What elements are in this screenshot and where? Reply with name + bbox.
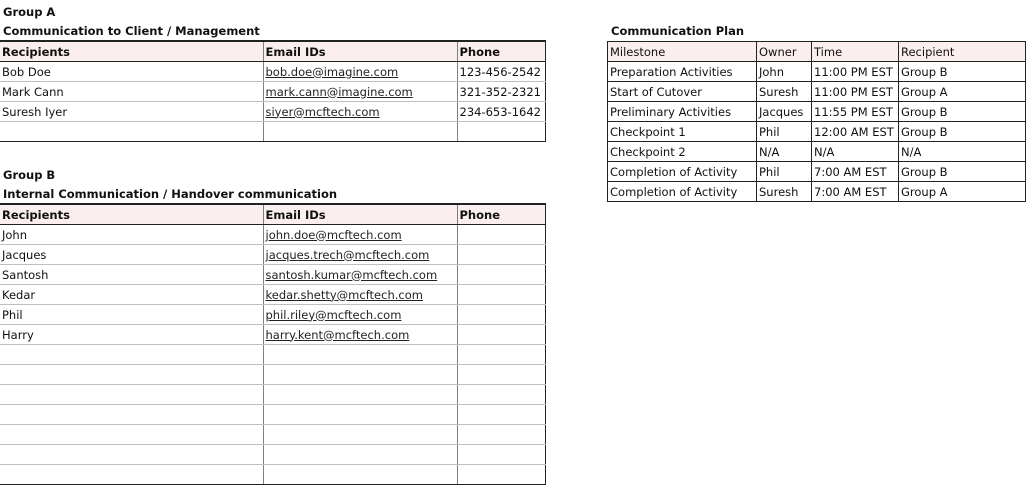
- table-row: [0, 102, 545, 122]
- table-cell: Completion of Activity: [608, 162, 757, 182]
- table-cell: Group B: [899, 122, 1026, 142]
- table-cell: 321-352-2321: [457, 82, 545, 102]
- table-row: [608, 102, 1026, 122]
- communication-plan-table: [607, 41, 1026, 202]
- table-cell: Bob Doe: [0, 62, 263, 82]
- group-b-table-body: [0, 204, 545, 485]
- table-cell: [0, 365, 263, 385]
- table-row: [608, 182, 1026, 202]
- email-link: [263, 405, 457, 425]
- table-row: [0, 62, 545, 82]
- group-a-subtitle: Communication to Client / Management: [3, 24, 260, 38]
- email-link[interactable]: phil.riley@mcftech.com: [263, 305, 457, 325]
- column-header: Milestone: [608, 42, 757, 62]
- table-cell: [0, 445, 263, 465]
- table-cell: Checkpoint 2: [608, 142, 757, 162]
- table-row: [608, 122, 1026, 142]
- table-cell: Mark Cann: [0, 82, 263, 102]
- table-row: [0, 305, 545, 325]
- table-cell: 11:00 PM EST: [812, 82, 899, 102]
- table-cell: [457, 245, 545, 265]
- table-cell: N/A: [812, 142, 899, 162]
- table-cell: 123-456-2542: [457, 62, 545, 82]
- table-cell: [457, 465, 545, 485]
- table-cell: [0, 465, 263, 485]
- table-row: [0, 265, 545, 285]
- group-a-table: [0, 40, 546, 142]
- email-link: [263, 365, 457, 385]
- table-cell: John: [757, 62, 812, 82]
- table-cell: Checkpoint 1: [608, 122, 757, 142]
- group-b-table: [0, 203, 546, 485]
- email-link[interactable]: siyer@mcftech.com: [263, 102, 457, 122]
- table-cell: N/A: [899, 142, 1026, 162]
- column-header: Email IDs: [263, 41, 457, 62]
- table-cell: Group B: [899, 62, 1026, 82]
- email-link: [263, 445, 457, 465]
- group-a-table-body: [0, 41, 545, 142]
- table-cell: Jacques: [757, 102, 812, 122]
- table-cell: [457, 365, 545, 385]
- email-link[interactable]: john.doe@mcftech.com: [263, 225, 457, 245]
- table-cell: 7:00 AM EST: [812, 182, 899, 202]
- table-cell: [0, 385, 263, 405]
- table-cell: Phil: [757, 162, 812, 182]
- table-cell: [457, 425, 545, 445]
- table-cell: 7:00 AM EST: [812, 162, 899, 182]
- email-link: [263, 122, 457, 142]
- table-cell: 11:55 PM EST: [812, 102, 899, 122]
- table-cell: Completion of Activity: [608, 182, 757, 202]
- table-cell: Jacques: [0, 245, 263, 265]
- table-cell: [457, 325, 545, 345]
- communication-plan-table-body: [608, 42, 1026, 202]
- table-row: [608, 142, 1026, 162]
- column-header: Recipients: [0, 41, 263, 62]
- table-row: [0, 245, 545, 265]
- table-cell: [457, 385, 545, 405]
- header-row: [0, 204, 545, 225]
- column-header: Phone: [457, 41, 545, 62]
- table-cell: Group B: [899, 162, 1026, 182]
- table-cell: [457, 285, 545, 305]
- column-header: Email IDs: [263, 204, 457, 225]
- table-cell: [457, 305, 545, 325]
- table-row: [0, 285, 545, 305]
- group-b-subtitle: Internal Communication / Handover communication: [3, 187, 338, 201]
- table-cell: Preliminary Activities: [608, 102, 757, 122]
- table-cell: Suresh: [757, 182, 812, 202]
- email-link[interactable]: jacques.trech@mcftech.com: [263, 245, 457, 265]
- table-cell: [457, 122, 545, 142]
- table-row: [608, 82, 1026, 102]
- table-cell: [457, 445, 545, 465]
- table-cell: [0, 122, 263, 142]
- table-cell: Suresh Iyer: [0, 102, 263, 122]
- email-link: [263, 425, 457, 445]
- table-cell: Group B: [899, 102, 1026, 122]
- table-row: [0, 365, 545, 385]
- table-cell: [457, 225, 545, 245]
- email-link: [263, 345, 457, 365]
- table-cell: Phil: [757, 122, 812, 142]
- table-cell: John: [0, 225, 263, 245]
- table-row: [0, 325, 545, 345]
- email-link[interactable]: harry.kent@mcftech.com: [263, 325, 457, 345]
- email-link[interactable]: santosh.kumar@mcftech.com: [263, 265, 457, 285]
- table-row: [0, 385, 545, 405]
- table-cell: Preparation Activities: [608, 62, 757, 82]
- header-row: [0, 41, 545, 62]
- column-header: Recipient: [899, 42, 1026, 62]
- header-row: [608, 42, 1026, 62]
- email-link: [263, 385, 457, 405]
- table-cell: [0, 405, 263, 425]
- group-b-title: Group B: [3, 168, 56, 182]
- table-row: [608, 62, 1026, 82]
- column-header: Recipients: [0, 204, 263, 225]
- group-a-title: Group A: [3, 5, 56, 19]
- table-row: [0, 122, 545, 142]
- table-cell: 11:00 PM EST: [812, 62, 899, 82]
- table-cell: [457, 345, 545, 365]
- table-cell: 234-653-1642: [457, 102, 545, 122]
- column-header: Time: [812, 42, 899, 62]
- table-cell: Group A: [899, 82, 1026, 102]
- table-cell: Santosh: [0, 265, 263, 285]
- table-cell: Start of Cutover: [608, 82, 757, 102]
- table-row: [0, 405, 545, 425]
- table-cell: Phil: [0, 305, 263, 325]
- email-link: [263, 465, 457, 485]
- table-row: [608, 162, 1026, 182]
- table-cell: Suresh: [757, 82, 812, 102]
- table-cell: [0, 425, 263, 445]
- table-row: [0, 425, 545, 445]
- email-link[interactable]: kedar.shetty@mcftech.com: [263, 285, 457, 305]
- email-link[interactable]: bob.doe@imagine.com: [263, 62, 457, 82]
- table-cell: Harry: [0, 325, 263, 345]
- table-row: [0, 225, 545, 245]
- column-header: Phone: [457, 204, 545, 225]
- table-cell: Group A: [899, 182, 1026, 202]
- table-cell: Kedar: [0, 285, 263, 305]
- column-header: Owner: [757, 42, 812, 62]
- table-cell: [457, 265, 545, 285]
- table-row: [0, 82, 545, 102]
- email-link[interactable]: mark.cann@imagine.com: [263, 82, 457, 102]
- table-row: [0, 465, 545, 485]
- table-row: [0, 345, 545, 365]
- table-cell: 12:00 AM EST: [812, 122, 899, 142]
- communication-plan-title: Communication Plan: [611, 24, 745, 38]
- table-cell: [0, 345, 263, 365]
- table-cell: [457, 405, 545, 425]
- table-cell: N/A: [757, 142, 812, 162]
- table-row: [0, 445, 545, 465]
